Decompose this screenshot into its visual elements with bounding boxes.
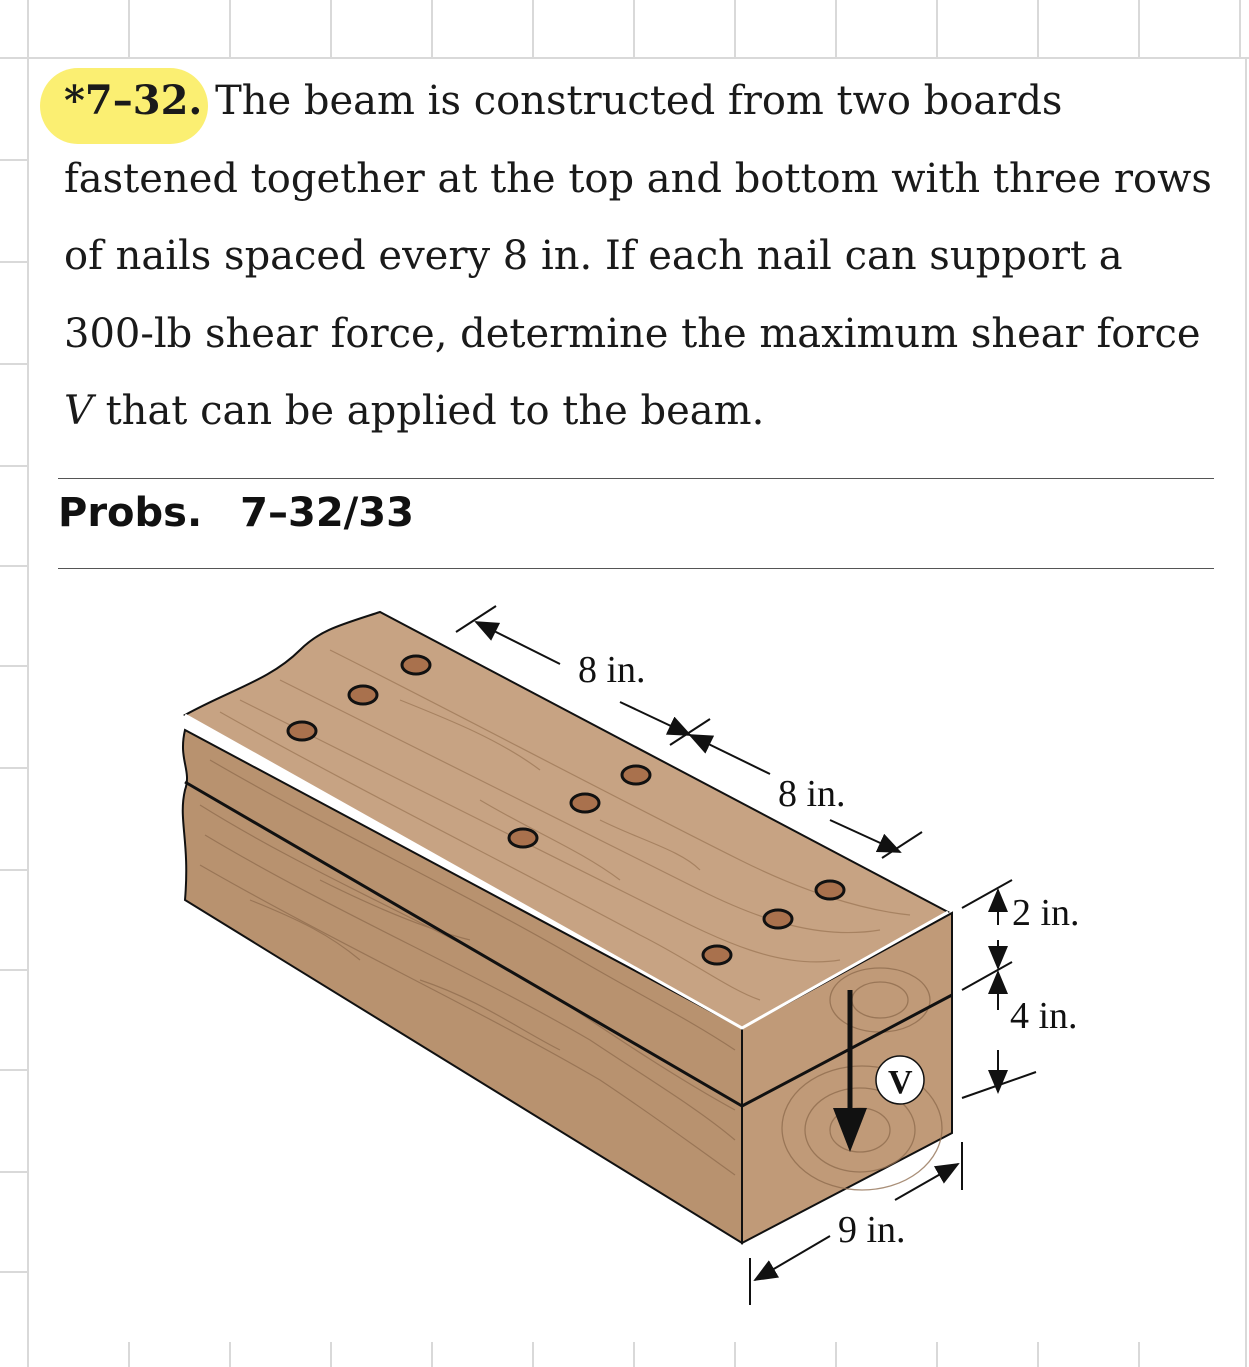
nail [509, 829, 537, 847]
caption-label: Probs. [58, 490, 203, 536]
force-label: V [888, 1064, 913, 1101]
dim-width: 9 in. [838, 1209, 906, 1251]
problem-number: *7–32. [64, 77, 203, 124]
nail [402, 656, 430, 674]
problem-text-part2: that can be applied to the beam. [105, 388, 765, 434]
dim-spacing-1: 8 in. [578, 649, 646, 691]
problem-text-part1: The beam is constructed from two boards fastened together at the top and bottom with three rows of nails spaced every 8 in. If each nail can support a 300-lb shear force, determine the maximum shear force [64, 78, 1212, 357]
nail [703, 946, 731, 964]
dim-bottom-board: 4 in. [1010, 995, 1078, 1037]
shear-force-variable: V [64, 388, 93, 434]
nail [622, 766, 650, 784]
nail [571, 794, 599, 812]
dim-spacing-2: 8 in. [778, 773, 846, 815]
dim-top-board: 2 in. [1012, 892, 1080, 934]
nail [764, 910, 792, 928]
nail [349, 686, 377, 704]
caption-numbers: 7–32/33 [240, 490, 414, 536]
nail [816, 881, 844, 899]
nail [288, 722, 316, 740]
